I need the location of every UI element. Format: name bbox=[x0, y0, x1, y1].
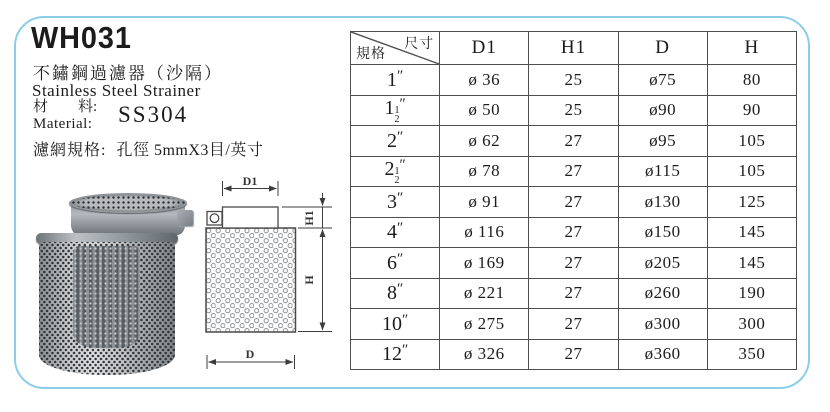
h1-cell: 27 bbox=[529, 248, 618, 279]
dimension-diagram bbox=[190, 170, 345, 375]
size-cell: 1 ″ bbox=[351, 65, 440, 96]
d1-cell: ø 326 bbox=[440, 339, 529, 370]
size-cell: 2 1 2 ″ bbox=[351, 156, 440, 187]
d1-cell: ø 275 bbox=[440, 309, 529, 340]
table-row bbox=[351, 217, 797, 248]
table-row bbox=[351, 309, 797, 340]
h1-cell: 27 bbox=[529, 339, 618, 370]
d-cell: ø115 bbox=[618, 156, 707, 187]
table-row bbox=[351, 95, 797, 126]
mesh-spec-label: 濾網規格: bbox=[33, 142, 107, 159]
d1-cell: ø 116 bbox=[440, 217, 529, 248]
d-cell: ø205 bbox=[618, 248, 707, 279]
h1-cell: 27 bbox=[529, 187, 618, 218]
d1-cell: ø 78 bbox=[440, 156, 529, 187]
size-cell: 1 1 2 ″ bbox=[351, 95, 440, 126]
d-cell: ø300 bbox=[618, 309, 707, 340]
d-cell: ø130 bbox=[618, 187, 707, 218]
table-row bbox=[351, 248, 797, 279]
h1-cell: 27 bbox=[529, 126, 618, 157]
mesh-spec-value: 孔徑 5mmX3目/英寸 bbox=[116, 142, 264, 159]
material-labels bbox=[33, 99, 97, 133]
h-cell: 125 bbox=[707, 187, 796, 218]
material-value: SS304 bbox=[118, 102, 189, 127]
size-cell: 3 ″ bbox=[351, 187, 440, 218]
table-row bbox=[351, 278, 797, 309]
h-cell: 105 bbox=[707, 126, 796, 157]
d-cell: ø90 bbox=[618, 95, 707, 126]
size-cell: 12 ″ bbox=[351, 339, 440, 370]
h-cell: 105 bbox=[707, 156, 796, 187]
table-row bbox=[351, 65, 797, 96]
table-corner-cell bbox=[351, 32, 440, 65]
dim-label-h1: H1 bbox=[302, 210, 316, 226]
h1-cell: 27 bbox=[529, 309, 618, 340]
size-cell: 2 ″ bbox=[351, 126, 440, 157]
diagram-neck bbox=[223, 207, 279, 228]
photo-inner-basket bbox=[73, 246, 140, 348]
h-cell: 145 bbox=[707, 217, 796, 248]
d-cell: ø75 bbox=[618, 65, 707, 96]
dim-label-d1: D1 bbox=[242, 174, 258, 188]
d1-cell: ø 169 bbox=[440, 248, 529, 279]
size-cell: 4 ″ bbox=[351, 217, 440, 248]
product-title-zh: 不鏽鋼過濾器（沙隔） bbox=[33, 64, 223, 83]
h-cell: 350 bbox=[707, 339, 796, 370]
size-cell: 8 ″ bbox=[351, 278, 440, 309]
d-cell: ø150 bbox=[618, 217, 707, 248]
size-cell: 6 ″ bbox=[351, 248, 440, 279]
h1-cell: 27 bbox=[529, 156, 618, 187]
d1-cell: ø 221 bbox=[440, 278, 529, 309]
d1-cell: ø 50 bbox=[440, 95, 529, 126]
photo-collar-opening bbox=[69, 193, 187, 213]
column-header-d: D bbox=[618, 32, 707, 65]
h-cell: 90 bbox=[707, 95, 796, 126]
corner-label-dimension: 尺寸 bbox=[404, 37, 435, 52]
d1-cell: ø 36 bbox=[440, 65, 529, 96]
strainer-outline bbox=[206, 207, 296, 332]
d-cell: ø95 bbox=[618, 126, 707, 157]
h-cell: 190 bbox=[707, 278, 796, 309]
diagram-body bbox=[206, 228, 296, 332]
table-row bbox=[351, 187, 797, 218]
h-cell: 80 bbox=[707, 65, 796, 96]
column-header-h: H bbox=[707, 32, 796, 65]
spec-table bbox=[350, 31, 797, 370]
mesh-spec-line bbox=[33, 137, 263, 160]
d-cell: ø260 bbox=[618, 278, 707, 309]
size-cell: 10 ″ bbox=[351, 309, 440, 340]
corner-label-spec: 規格 bbox=[356, 47, 386, 62]
dim-label-d: D bbox=[245, 347, 255, 361]
material-label-zh: 材 料: bbox=[33, 99, 98, 115]
h-cell: 145 bbox=[707, 248, 796, 279]
d-cell: ø360 bbox=[618, 339, 707, 370]
dim-label-h: H bbox=[302, 275, 316, 285]
table-row bbox=[351, 339, 797, 370]
table-row bbox=[351, 156, 797, 187]
h1-cell: 25 bbox=[529, 95, 618, 126]
column-header-h1: H1 bbox=[529, 32, 618, 65]
product-title-en: Stainless Steel Strainer bbox=[32, 81, 201, 100]
h-cell: 300 bbox=[707, 309, 796, 340]
h1-cell: 27 bbox=[529, 278, 618, 309]
d1-cell: ø 91 bbox=[440, 187, 529, 218]
h1-cell: 25 bbox=[529, 65, 618, 96]
table-row bbox=[351, 126, 797, 157]
column-header-d1: D1 bbox=[440, 32, 529, 65]
strainer-photo bbox=[35, 193, 185, 379]
table-header-row bbox=[351, 32, 797, 65]
h1-cell: 27 bbox=[529, 217, 618, 248]
product-code: WH031 bbox=[31, 20, 132, 55]
d1-cell: ø 62 bbox=[440, 126, 529, 157]
material-label-en: Material: bbox=[33, 116, 93, 132]
